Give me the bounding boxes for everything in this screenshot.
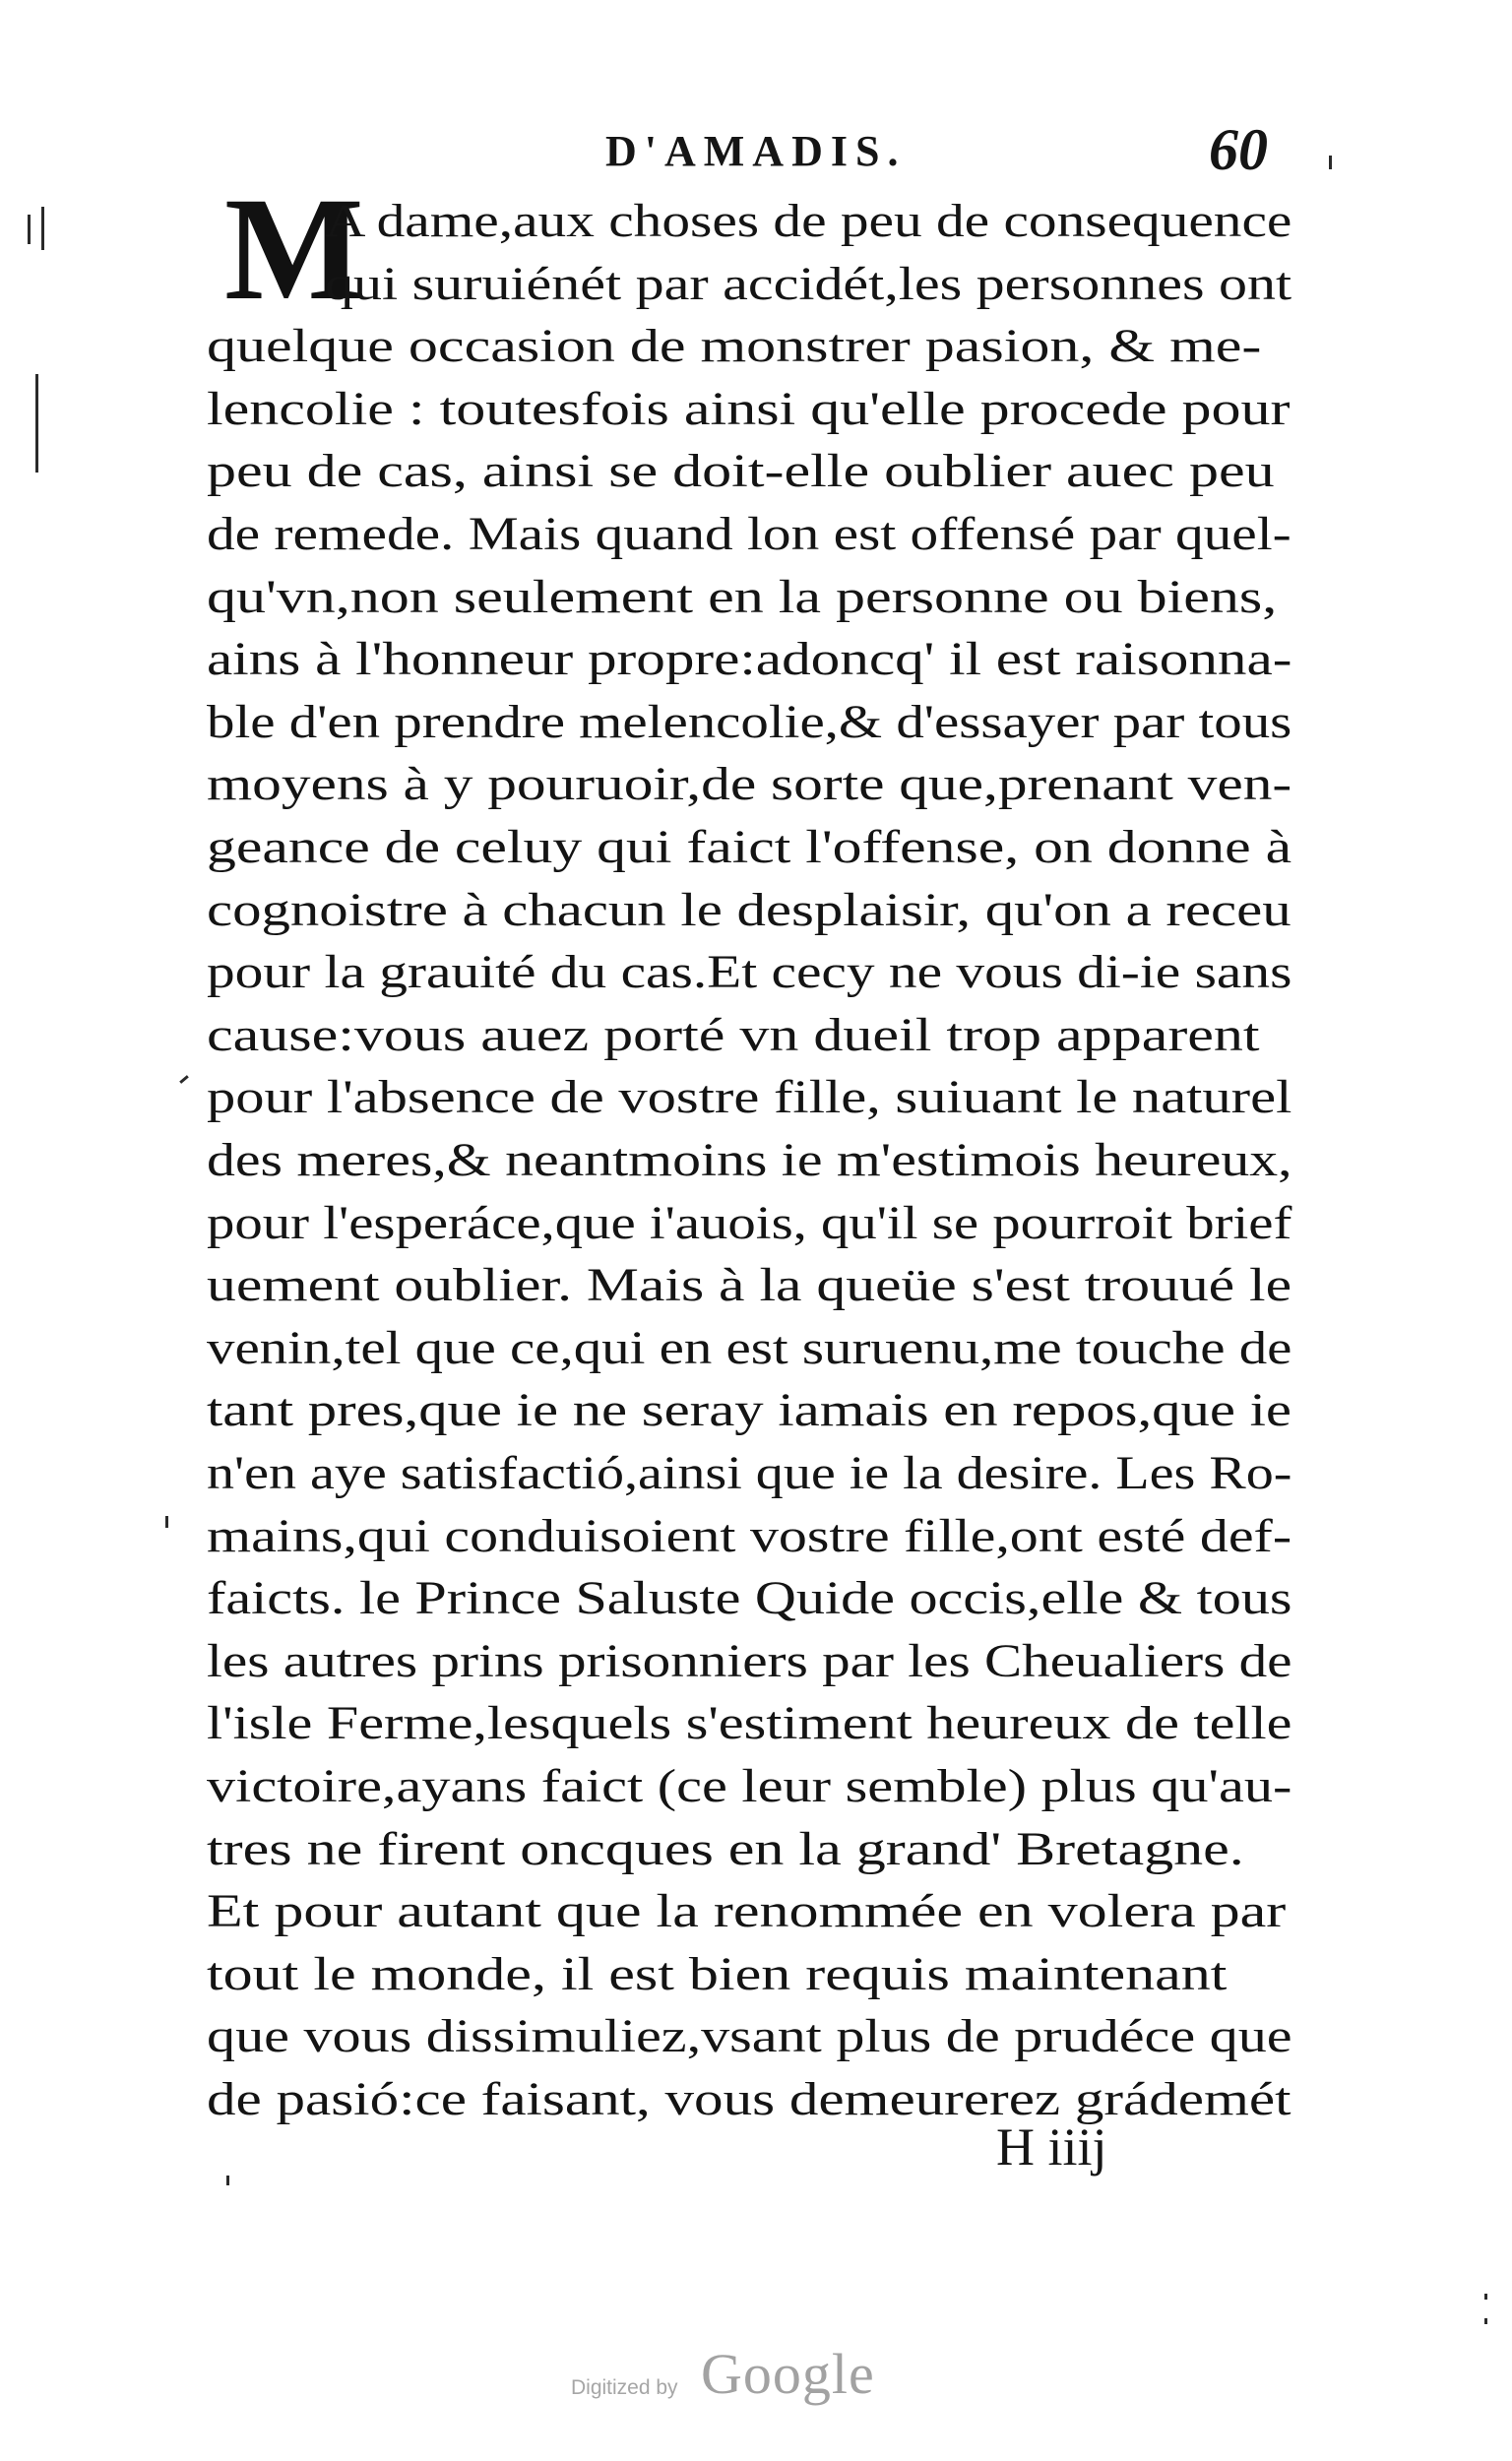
text-line: faicts. le Prince Saluste Quide occis,elle & tous bbox=[207, 1572, 1292, 1625]
watermark-prefix: Digitized by bbox=[571, 2376, 678, 2399]
margin-speck bbox=[1484, 2294, 1487, 2300]
text-line: n'en aye satisfactió,ainsi que ie la desire. Les Ro- bbox=[207, 1447, 1292, 1499]
text-line: tout le monde, il est bien requis maintenant bbox=[207, 1947, 1228, 2000]
text-line: Et pour autant que la renommée en volera par bbox=[207, 1885, 1287, 1938]
text-line: des meres,& neantmoins ie m'estimois heureux, bbox=[207, 1134, 1292, 1186]
text-line: que vous dissimuliez,vsant plus de prudéce que bbox=[207, 2010, 1292, 2063]
margin-speck bbox=[165, 1516, 168, 1528]
text-line: cause:vous auez porté vn dueil trop apparent bbox=[207, 1008, 1260, 1061]
text-line: quelque occasion de monstrer pasion, & me- bbox=[207, 320, 1262, 373]
text-line: geance de celuy qui faict l'offense, on donne à bbox=[207, 821, 1292, 873]
text-line: l'isle Ferme,lesquels s'estiment heureux de telle bbox=[207, 1697, 1292, 1750]
margin-speck bbox=[226, 2176, 229, 2185]
margin-speck bbox=[1329, 156, 1332, 169]
running-head: D'AMADIS. bbox=[605, 127, 907, 175]
text-line: lencolie : toutesfois ainsi qu'elle procede pour bbox=[207, 382, 1291, 435]
digitization-watermark bbox=[571, 2341, 965, 2420]
text-line: A dame,aux choses de peu de consequence bbox=[325, 195, 1292, 247]
signature-mark: H iiij bbox=[996, 2117, 1107, 2177]
text-line: tant pres,que ie ne seray iamais en repos,que ie bbox=[207, 1384, 1292, 1437]
margin-speck bbox=[179, 1075, 189, 1084]
margin-speck bbox=[41, 207, 44, 250]
margin-speck bbox=[28, 215, 31, 244]
text-line: cognoistre à chacun le desplaisir, qu'on a receu bbox=[207, 883, 1292, 936]
text-line: pour l'absence de vostre fille, suiuant le naturel bbox=[207, 1071, 1292, 1124]
text-line: pour la grauité du cas.Et cecy ne vous di-ie sans bbox=[207, 946, 1292, 999]
drop-capital: M bbox=[224, 167, 364, 331]
text-line: qui suruiénét par accidét,les personnes ont bbox=[325, 257, 1292, 310]
margin-speck bbox=[1484, 2318, 1487, 2324]
text-line: de remede. Mais quand lon est offensé par quel- bbox=[207, 508, 1292, 560]
text-line: ains à l'honneur propre:adoncq' il est raisonna- bbox=[207, 633, 1292, 686]
text-line: uement oublier. Mais à la queüe s'est trouué le bbox=[207, 1259, 1292, 1312]
text-line: de pasió:ce faisant, vous demeurerez grádemét bbox=[207, 2073, 1292, 2125]
text-line: ble d'en prendre melencolie,& d'essayer par tous bbox=[207, 695, 1292, 748]
google-logo: Google bbox=[701, 2342, 875, 2406]
margin-speck bbox=[35, 374, 38, 473]
text-line: mains,qui conduisoient vostre fille,ont esté def- bbox=[207, 1509, 1292, 1562]
text-line: tres ne firent oncques en la grand' Bretagne. bbox=[207, 1822, 1244, 1875]
text-line: venin,tel que ce,qui en est suruenu,me touche de bbox=[207, 1321, 1292, 1374]
text-line: victoire,ayans faict (ce leur semble) plus qu'au- bbox=[207, 1760, 1292, 1812]
text-line: les autres prins prisonniers par les Cheualiers de bbox=[207, 1634, 1292, 1687]
text-line: qu'vn,non seulement en la personne ou biens, bbox=[207, 570, 1278, 623]
text-line: peu de cas, ainsi se doit-elle oublier auec peu bbox=[207, 445, 1275, 498]
text-line: moyens à y pouruoir,de sorte que,prenant ven- bbox=[207, 758, 1292, 811]
page-number: 60 bbox=[1209, 117, 1268, 182]
text-line: pour l'esperáce,que i'auois, qu'il se pourroit brief bbox=[207, 1196, 1292, 1249]
